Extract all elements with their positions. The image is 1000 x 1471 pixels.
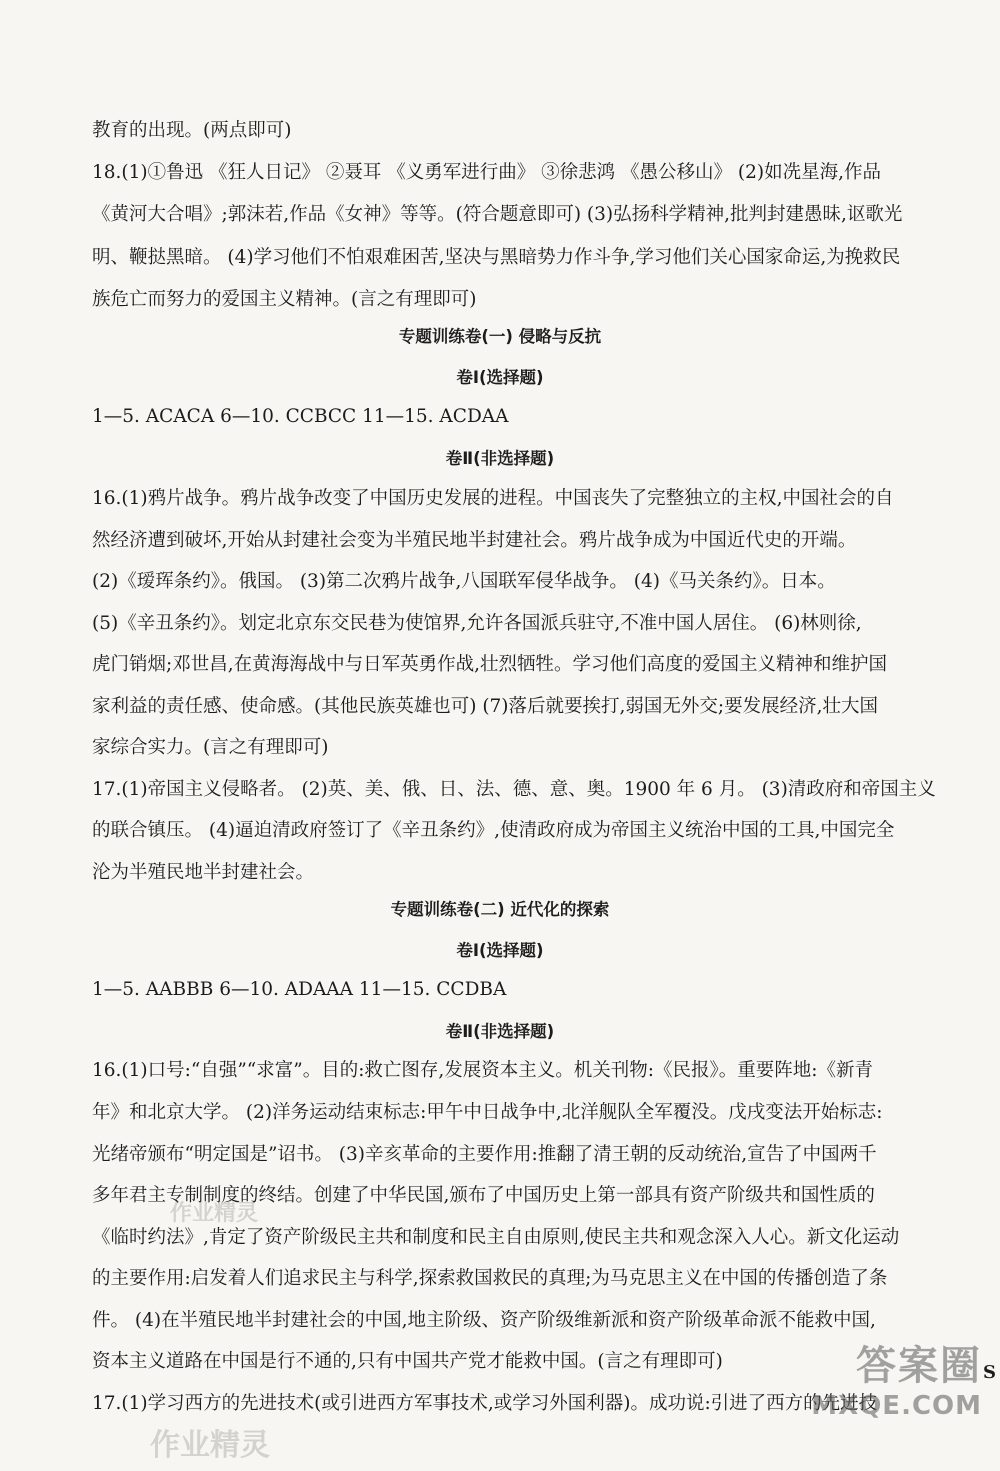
text-line: 《临时约法》,肯定了资产阶级民主共和制度和民主自由原则,使民主共和观念深入人心。新文化运动	[92, 1227, 900, 1248]
text-line: 17.(1)学习西方的先进技术(或引进西方军事技术,或学习外国利器)。成功说:引进了西方的先进技	[92, 1393, 878, 1414]
page-mark: S	[983, 1362, 996, 1383]
watermark-logo	[811, 1334, 982, 1421]
text-line: 教育的出现。(两点即可)	[92, 120, 292, 141]
watermark-stamp-middle: 作业精灵	[170, 1201, 259, 1226]
text-line: 的主要作用:启发着人们追求民主与科学,探索救国救民的真理;为马克思主义在中国的传播创造了条	[92, 1268, 888, 1289]
text-line: 16.(1)口号:“自强”“求富”。目的:救亡图存,发展资本主义。机关刊物:《民报》。重要阵地:《新青	[92, 1060, 874, 1081]
section-heading: 卷Ⅰ(选择题)	[456, 368, 544, 387]
text-line: 沦为半殖民地半封建社会。	[92, 862, 315, 883]
watermark-url: MXQE.COM	[811, 1391, 982, 1421]
section-heading: 卷Ⅰ(选择题)	[456, 941, 544, 960]
text-line: 的联合镇压。 (4)逼迫清政府签订了《辛丑条约》,使清政府成为帝国主义统治中国的工具,中国完全	[92, 820, 895, 841]
watermark-stamp-lower: 作业精灵	[150, 1428, 270, 1463]
text-line: 族危亡而努力的爱国主义精神。(言之有理即可)	[92, 289, 477, 310]
section-heading: 专题训练卷(二) 近代化的探索	[390, 900, 610, 919]
text-line: 明、鞭挞黑暗。 (4)学习他们不怕艰难困苦,坚决与黑暗势力作斗争,学习他们关心国家命运,为挽救民	[92, 247, 901, 268]
text-line: 件。 (4)在半殖民地半封建社会的中国,地主阶级、资产阶级维新派和资产阶级革命派不能救中国,	[92, 1310, 876, 1331]
text-line: 年》和北京大学。 (2)洋务运动结束标志:甲午中日战争中,北洋舰队全军覆没。戊戌变法开始标志:	[92, 1102, 883, 1123]
text-line: 虎门销烟;邓世昌,在黄海海战中与日军英勇作战,壮烈牺牲。学习他们高度的爱国主义精神和维护国	[92, 654, 887, 675]
text-line: 17.(1)帝国主义侵略者。 (2)英、美、俄、日、法、德、意、奥。1900 年 6 月。 (3)清政府和帝国主义	[92, 779, 936, 800]
text-line: (2)《瑷珲条约》。俄国。 (3)第二次鸦片战争,八国联军侵华战争。 (4)《马关条约》。日本。	[92, 571, 836, 592]
text-line: 家利益的责任感、使命感。(其他民族英雄也可) (7)落后就要挨打,弱国无外交;要发展经济,壮大国	[92, 696, 879, 717]
text-line: 《黄河大合唱》;郭沫若,作品《女神》等等。(符合题意即可) (3)弘扬科学精神,批判封建愚昧,讴歌光	[92, 204, 903, 225]
text-line: 1—5. AABBB 6—10. ADAAA 11—15. CCDBA	[92, 979, 507, 1000]
section-heading: 卷Ⅱ(非选择题)	[445, 1022, 555, 1041]
text-line: 1—5. ACACA 6—10. CCBCC 11—15. ACDAA	[92, 406, 509, 427]
watermark-logo-text: 答案圈	[856, 1343, 982, 1389]
section-heading: 专题训练卷(一) 侵略与反抗	[398, 327, 602, 346]
text-line: 然经济遭到破坏,开始从封建社会变为半殖民地半封建社会。鸦片战争成为中国近代史的开端。	[92, 530, 857, 551]
text-line: 18.(1)①鲁迅 《狂人日记》 ②聂耳 《义勇军进行曲》 ③徐悲鸿 《愚公移山》 (2)如冼星海,作品	[92, 162, 881, 183]
text-line: 多年君主专制制度的终结。创建了中华民国,颁布了中国历史上第一部具有资产阶级共和国性质的	[92, 1185, 875, 1206]
text-line: 光绪帝颁布“明定国是”诏书。 (3)辛亥革命的主要作用:推翻了清王朝的反动统治,宣告了中国两千	[92, 1144, 877, 1165]
text-line: (5)《辛丑条约》。划定北京东交民巷为使馆界,允许各国派兵驻守,不准中国人居住。 (6)林则徐,	[92, 613, 862, 634]
text-line: 资本主义道路在中国是行不通的,只有中国共产党才能救中国。(言之有理即可)	[92, 1351, 723, 1372]
section-heading: 卷Ⅱ(非选择题)	[445, 449, 555, 468]
text-line: 16.(1)鸦片战争。鸦片战争改变了中国历史发展的进程。中国丧失了完整独立的主权,中国社会的自	[92, 488, 894, 509]
text-line: 家综合实力。(言之有理即可)	[92, 737, 329, 758]
